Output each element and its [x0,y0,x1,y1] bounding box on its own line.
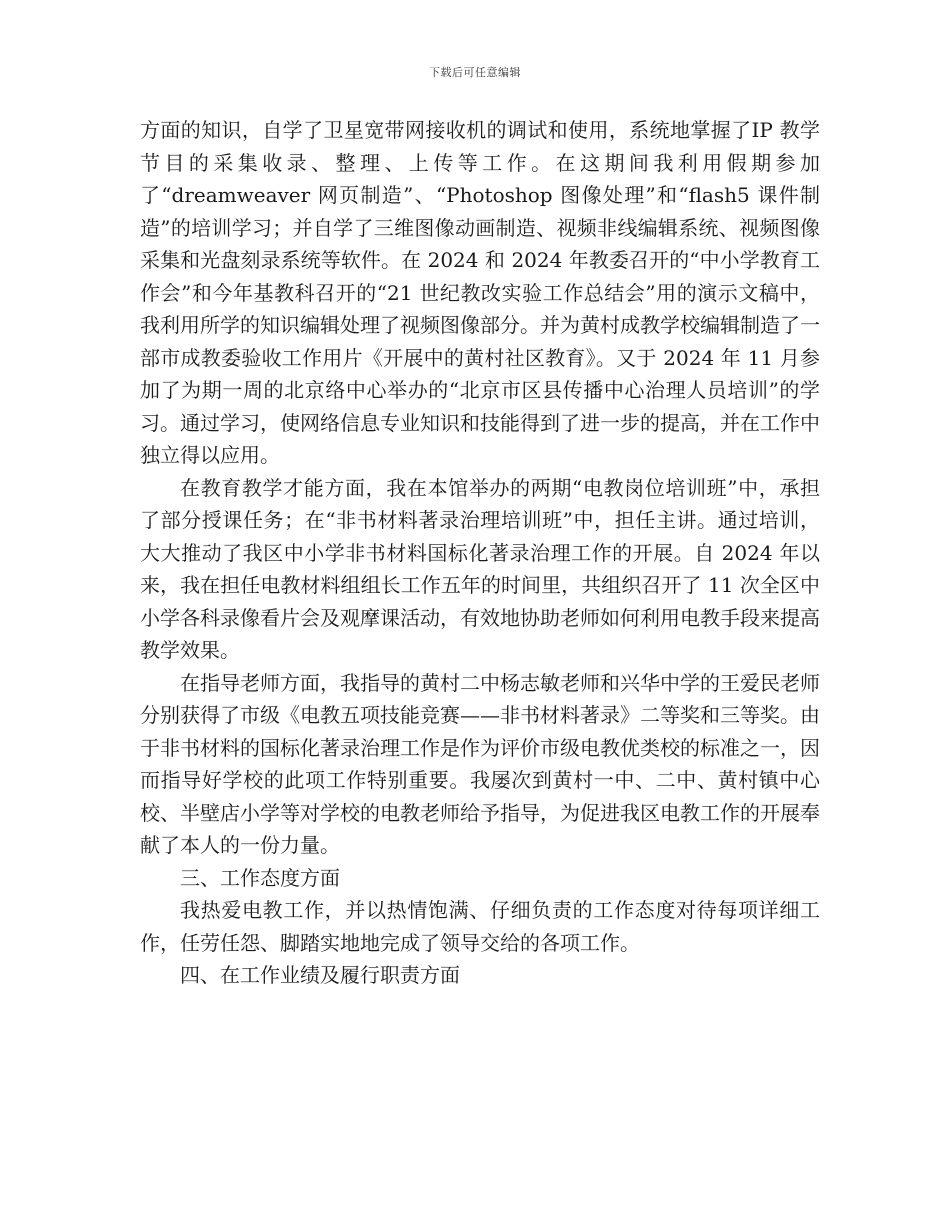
paragraph-continued: 方面的知识，自学了卫星宽带网接收机的调试和使用，系统地掌握了IP 教学节目的采集收录、整理、上传等工作。在这期间我利用假期参加了“dreamweaver 网页制造”、“Photoshop 图像处理”和“flash5 课件制造”的培训学习；并自学了三维图像动画制造、视频非线编辑系统、视频图像采集和光盘刻录系统等软件。在 2024 和 2024 年教委召开的“中小学教育工作会”和今年基教科召开的“21 世纪教改实验工作总结会”用的演示文稿中，我利用所学的知识编辑处理了视频图像部分。并为黄村成教学校编辑制造了一部市成教委验收工作用片《开展中的黄村社区教育》。又于 2024 年 11 月参加了为期一周的北京络中心举办的“北京市区县传播中心治理人员培训”的学习。通过学习，使网络信息专业知识和技能得到了进一步的提高，并在工作中独立得以应用。 [140,118,820,467]
paragraph-teacher-guidance: 在指导老师方面，我指导的黄村二中杨志敏老师和兴华中学的王爱民老师分别获得了市级《电教五项技能竞赛——非书材料著录》二等奖和三等奖。由于非书材料的国标化著录治理工作是作为评价市级电教优类校的标准之一，因而指导好学校的此项工作特别重要。我屡次到黄村一中、二中、黄村镇中心校、半壁店小学等对学校的电教老师给予指导，为促进我区电教工作的开展奉献了本人的一份力量。 [140,670,820,857]
section-heading-performance: 四、在工作业绩及履行职责方面 [180,963,460,987]
paragraph-work-attitude: 我热爱电教工作，并以热情饱满、仔细负责的工作态度对待每项详细工作，任劳任怨、脚踏实地地完成了领导交给的各项工作。 [140,898,820,955]
page-header: 下载后可任意编辑 [429,66,521,79]
document-body [140,114,820,992]
section-heading-work-attitude: 三、工作态度方面 [180,865,340,890]
paragraph-teaching-ability: 在教育教学才能方面，我在本馆举办的两期“电教岗位培训班”中，承担了部分授课任务；在“非书材料著录治理培训班”中，担任主讲。通过培训，大大推动了我区中小学非书材料国标化著录治理工作的开展。自 2024 年以来，我在担任电教材料组组长工作五年的时间里，共组织召开了 11 次全区中小学各科录像看片会及观摩课活动，有效地协助老师如何利用电教手段来提高教学效果。 [140,475,820,662]
